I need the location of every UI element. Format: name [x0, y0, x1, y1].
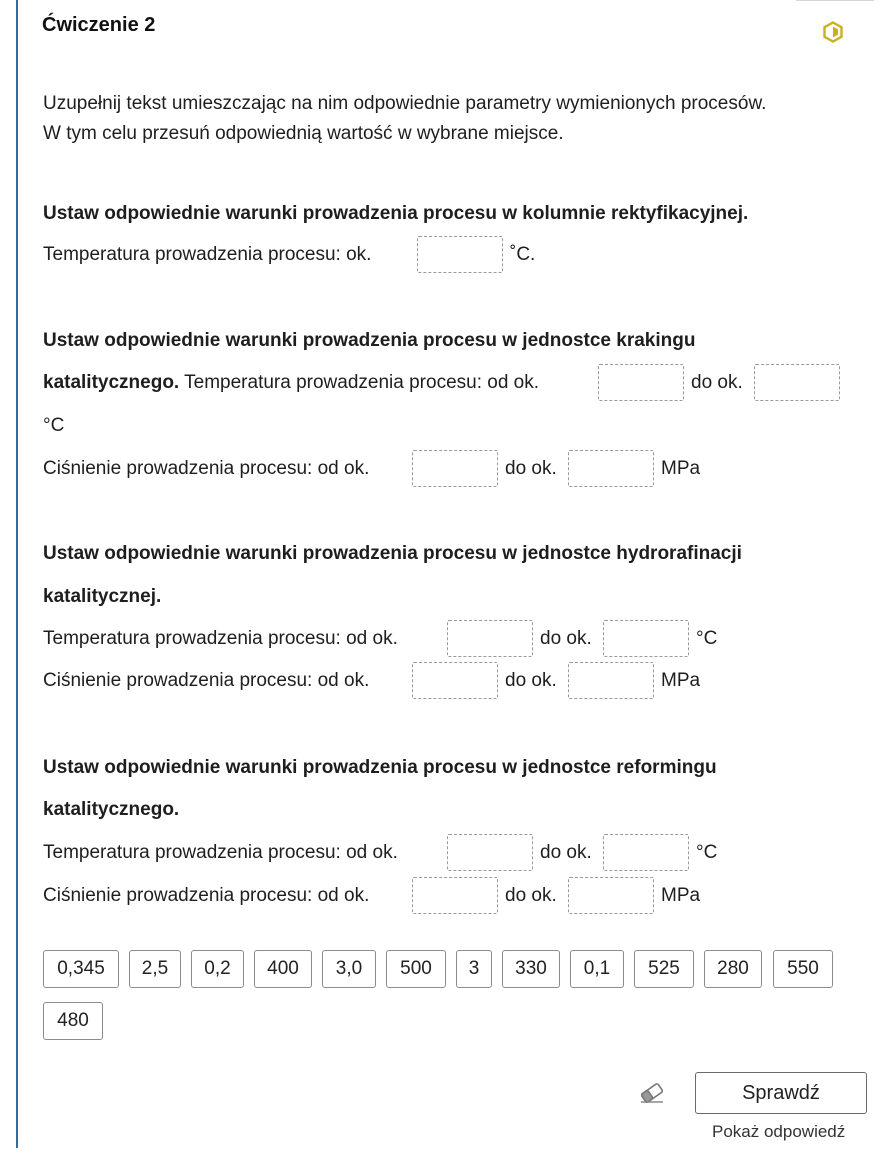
- check-button[interactable]: Sprawdź: [695, 1072, 867, 1114]
- section4-temp-label: Temperatura prowadzenia procesu: od ok.: [43, 842, 398, 863]
- section2-temp-label: Temperatura prowadzenia procesu: od ok.: [184, 372, 540, 393]
- drop-slot-s4-temp-from[interactable]: [447, 834, 533, 871]
- level-hexagon-icon: [822, 21, 844, 43]
- section4-pressure-do-ok: do ok.: [505, 885, 557, 906]
- section3-temp-do-ok: do ok.: [540, 628, 592, 649]
- value-chip[interactable]: 400: [254, 950, 312, 988]
- section3-temp-label: Temperatura prowadzenia procesu: od ok.: [43, 628, 398, 649]
- section1-heading: Ustaw odpowiednie warunki prowadzenia procesu w kolumnie rektyfikacyjnej.: [43, 203, 749, 224]
- section3-pressure-unit: MPa: [661, 670, 701, 691]
- section3-pressure-do-ok: do ok.: [505, 670, 557, 691]
- section2-temp-do-ok: do ok.: [691, 372, 743, 393]
- drop-slot-s3-temp-from[interactable]: [447, 620, 533, 657]
- section4-pressure-unit: MPa: [661, 885, 701, 906]
- value-chip[interactable]: 480: [43, 1002, 103, 1040]
- instruction-line-2: W tym celu przesuń odpowiednią wartość w wybrane miejsce.: [43, 123, 564, 144]
- section1-temp-label: Temperatura prowadzenia procesu: ok.: [43, 244, 372, 265]
- section2-temp-unit: °C: [43, 415, 65, 436]
- drop-slot-s1-temp[interactable]: [417, 236, 503, 273]
- exercise-title: Ćwiczenie 2: [42, 14, 156, 36]
- section2-heading-line1: Ustaw odpowiednie warunki prowadzenia procesu w jednostce krakingu: [43, 330, 696, 351]
- section4-heading-line2: katalitycznego.: [43, 799, 180, 820]
- section4-temp-do-ok: do ok.: [540, 842, 592, 863]
- value-chip[interactable]: 525: [634, 950, 694, 988]
- drop-slot-s3-temp-to[interactable]: [603, 620, 689, 657]
- drop-slot-s2-temp-from[interactable]: [598, 364, 684, 401]
- value-chip[interactable]: 2,5: [129, 950, 181, 988]
- drop-slot-s4-temp-to[interactable]: [603, 834, 689, 871]
- value-chip[interactable]: 0,2: [191, 950, 244, 988]
- section2-pressure-label: Ciśnienie prowadzenia procesu: od ok.: [43, 458, 370, 479]
- section3-pressure-label: Ciśnienie prowadzenia procesu: od ok.: [43, 670, 370, 691]
- value-chip[interactable]: 0,1: [570, 950, 624, 988]
- drop-slot-s2-pressure-from[interactable]: [412, 450, 498, 487]
- show-answer-link[interactable]: Pokaż odpowiedź: [712, 1122, 846, 1141]
- value-chip[interactable]: 500: [386, 950, 446, 988]
- section4-pressure-label: Ciśnienie prowadzenia procesu: od ok.: [43, 885, 370, 906]
- section3-heading-line1: Ustaw odpowiednie warunki prowadzenia procesu w jednostce hydrorafinacji: [43, 543, 742, 564]
- top-divider: [796, 0, 874, 1]
- section4-heading-line1: Ustaw odpowiednie warunki prowadzenia procesu w jednostce reformingu: [43, 757, 717, 778]
- left-accent-rule: [16, 0, 18, 1148]
- section2-heading-line2: [43, 371, 539, 395]
- value-chip[interactable]: 3: [456, 950, 492, 988]
- drop-slot-s2-temp-to[interactable]: [754, 364, 840, 401]
- drop-slot-s4-pressure-to[interactable]: [568, 877, 654, 914]
- value-chip[interactable]: 550: [773, 950, 833, 988]
- drop-slot-s3-pressure-from[interactable]: [412, 662, 498, 699]
- drop-slot-s3-pressure-to[interactable]: [568, 662, 654, 699]
- value-chip[interactable]: 280: [704, 950, 762, 988]
- section3-temp-unit: °C: [696, 628, 718, 649]
- instruction-line-1: Uzupełnij tekst umieszczając na nim odpowiednie parametry wymienionych procesów.: [43, 93, 767, 114]
- value-chip[interactable]: 0,345: [43, 950, 119, 988]
- section1-temp-unit: ˚C.: [510, 244, 536, 265]
- section2-pressure-do-ok: do ok.: [505, 458, 557, 479]
- eraser-icon[interactable]: [638, 1081, 666, 1105]
- section3-heading-line2: katalitycznej.: [43, 586, 162, 607]
- section2-heading-bold: katalitycznego.: [43, 372, 180, 393]
- value-chip[interactable]: 330: [502, 950, 560, 988]
- section4-temp-unit: °C: [696, 842, 718, 863]
- value-chip[interactable]: 3,0: [322, 950, 376, 988]
- drop-slot-s4-pressure-from[interactable]: [412, 877, 498, 914]
- drop-slot-s2-pressure-to[interactable]: [568, 450, 654, 487]
- section2-pressure-unit: MPa: [661, 458, 701, 479]
